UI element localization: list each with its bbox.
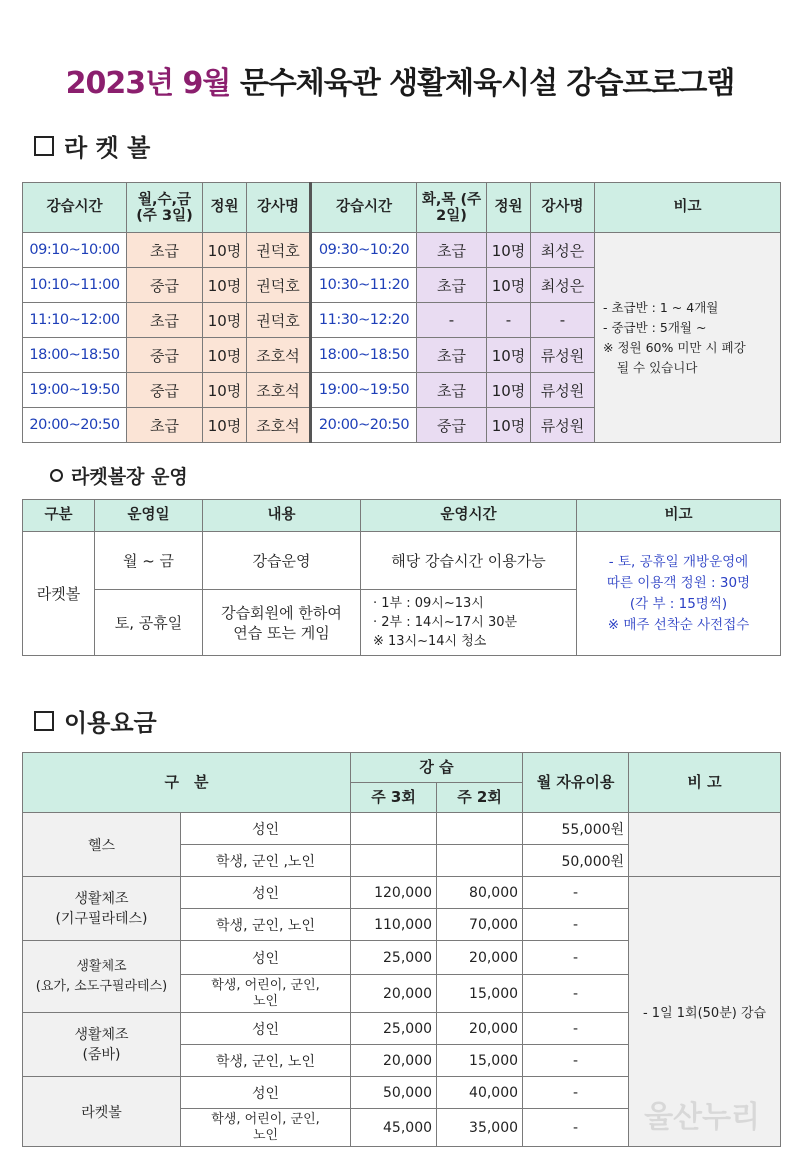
cell: 강습운영: [203, 532, 361, 590]
cell: 11:30~12:20: [311, 303, 417, 338]
content-line: 연습 또는 게임: [233, 623, 330, 642]
group-name-line: 라켓볼: [81, 1104, 122, 1121]
header-instructor-2: 강사명: [531, 183, 595, 233]
table-row: [23, 233, 781, 268]
court-section-title: 라켓볼장 운영: [71, 466, 188, 488]
cell: -: [523, 1013, 629, 1045]
note-line: - 토, 공휴일 개방운영에: [608, 553, 749, 570]
racket-schedule-table: [22, 182, 781, 443]
fee-section-heading: [34, 703, 157, 738]
cell: 권덕호: [247, 268, 311, 303]
cell: 10명: [487, 338, 531, 373]
cell: 55,000원: [523, 813, 629, 845]
group-name-line: 생활체조: [76, 958, 127, 974]
racket-section-heading: [34, 128, 150, 163]
racket-header-row: [23, 183, 781, 233]
cell: 해당 강습시간 이용가능: [361, 532, 577, 590]
group-name-line: 생활체조: [74, 890, 129, 907]
cell: 110,000: [351, 909, 437, 941]
cell: -: [523, 1045, 629, 1077]
cell: 20,000: [437, 941, 523, 975]
header-time-1: 강습시간: [23, 183, 127, 233]
header-weekly-2: 주 2회: [437, 783, 523, 813]
racket-note: [595, 233, 781, 443]
cell: 류성원: [531, 338, 595, 373]
cell: 20,000: [351, 1045, 437, 1077]
circle-bullet-icon: [50, 469, 63, 482]
cell: 중급: [127, 373, 203, 408]
cell: 10명: [203, 268, 247, 303]
header-monthly: 월 자유이용: [523, 753, 629, 813]
cell: 10명: [203, 233, 247, 268]
cell: 초급: [417, 268, 487, 303]
header-instructor-1: 강사명: [247, 183, 311, 233]
cell: 성인: [181, 1013, 351, 1045]
cell: 월 ~ 금: [95, 532, 203, 590]
cell: 성인: [181, 1077, 351, 1109]
cell: 초급: [127, 303, 203, 338]
content-line: 강습회원에 한하여: [221, 603, 342, 622]
fee-header-row: [23, 753, 781, 783]
cell: 45,000: [351, 1109, 437, 1147]
cell: 10:10~11:00: [23, 268, 127, 303]
cell: 50,000원: [523, 845, 629, 877]
cell: 70,000: [437, 909, 523, 941]
cell: 120,000: [351, 877, 437, 909]
cell: 10명: [487, 233, 531, 268]
cell: 초급: [417, 338, 487, 373]
cell: 최성은: [531, 268, 595, 303]
cell: -: [523, 877, 629, 909]
cell: 권덕호: [247, 303, 311, 338]
cell: [361, 590, 577, 656]
cell: 성인: [181, 941, 351, 975]
note-line: - 초급반 : 1 ~ 4개월: [603, 299, 719, 315]
cell: 학생, 어린이, 군인, 노인: [181, 975, 351, 1013]
cell: 중급: [127, 268, 203, 303]
cell: 초급: [127, 233, 203, 268]
group-name-line: (기구필라테스): [55, 910, 148, 927]
fee-note: - 1일 1회(50분) 강습: [629, 877, 781, 1147]
time-line: ※ 13시~14시 청소: [373, 634, 487, 649]
cell: 15,000: [437, 975, 523, 1013]
cell: 40,000: [437, 1077, 523, 1109]
cell: 10명: [203, 303, 247, 338]
racket-section-title: 라 켓 볼: [64, 134, 151, 162]
cell: 15,000: [437, 1045, 523, 1077]
cell: 18:00~18:50: [311, 338, 417, 373]
header-time: 운영시간: [361, 500, 577, 532]
court-header-row: [23, 500, 781, 532]
court-note: [577, 532, 781, 656]
cell: 학생, 군인, 노인: [181, 1045, 351, 1077]
group-name: [23, 813, 181, 877]
time-line: · 2부 : 14시~17시 30분: [373, 615, 518, 630]
group-name: [23, 1013, 181, 1077]
group-name-line: (요가, 소도구필라테스): [35, 978, 168, 994]
note-line: ※ 매주 선착순 사전접수: [607, 616, 750, 633]
header-category: 구분: [23, 500, 95, 532]
cell: -: [523, 1077, 629, 1109]
cell: 20:00~20:50: [23, 408, 127, 443]
cell: 중급: [417, 408, 487, 443]
cell: 20:00~20:50: [311, 408, 417, 443]
cell: 최성은: [531, 233, 595, 268]
note-line: 될 수 있습니다: [617, 359, 698, 375]
cell: 10명: [487, 373, 531, 408]
header-category: 구 분: [23, 753, 351, 813]
header-mwf: 월,수,금 (주 3일): [127, 183, 203, 233]
cell: -: [531, 303, 595, 338]
cell: 중급: [127, 338, 203, 373]
cell: 토, 공휴일: [95, 590, 203, 656]
cell: 초급: [417, 373, 487, 408]
cell: 80,000: [437, 877, 523, 909]
header-note: 비 고: [629, 753, 781, 813]
cell: 09:10~10:00: [23, 233, 127, 268]
cell: -: [523, 909, 629, 941]
cell: 10명: [203, 373, 247, 408]
group-name-line: 생활체조: [74, 1026, 129, 1043]
cell: 18:00~18:50: [23, 338, 127, 373]
group-name-line: (줌바): [82, 1046, 121, 1063]
cell: 학생, 군인, 노인: [181, 909, 351, 941]
group-name: [23, 941, 181, 1013]
cell: -: [417, 303, 487, 338]
group-name: [23, 1077, 181, 1147]
header-day: 운영일: [95, 500, 203, 532]
cell: 50,000: [351, 1077, 437, 1109]
cell: 10명: [203, 338, 247, 373]
note-line: ※ 정원 60% 미만 시 폐강: [603, 339, 746, 355]
fee-section-title: 이용요금: [64, 709, 157, 737]
table-row: [23, 813, 781, 845]
table-row: [23, 877, 781, 909]
cell: -: [487, 303, 531, 338]
square-bullet-icon: [34, 136, 54, 156]
title-date: 2023년 9월: [65, 66, 231, 101]
cell: 25,000: [351, 1013, 437, 1045]
cell: 25,000: [351, 941, 437, 975]
title-main: 문수체육관 생활체육시설 강습프로그램: [239, 66, 735, 101]
header-time-2: 강습시간: [311, 183, 417, 233]
cell: 10명: [487, 268, 531, 303]
group-name-line: 헬스: [87, 837, 116, 854]
cell: 20,000: [437, 1013, 523, 1045]
cell: 10명: [203, 408, 247, 443]
header-weekly-3: 주 3회: [351, 783, 437, 813]
group-name: [23, 877, 181, 941]
court-operation-table: [22, 499, 781, 656]
cell: -: [523, 975, 629, 1013]
cell: 조호석: [247, 408, 311, 443]
note-line: 따른 이용객 정원 : 30명: [606, 574, 751, 591]
cell: 11:10~12:00: [23, 303, 127, 338]
cell: 성인: [181, 813, 351, 845]
cell: 초급: [417, 233, 487, 268]
cell: 조호석: [247, 338, 311, 373]
court-category: 라켓볼: [23, 532, 95, 656]
cell: 류성원: [531, 373, 595, 408]
cell: [437, 813, 523, 845]
header-note: 비고: [577, 500, 781, 532]
cell: 19:00~19:50: [311, 373, 417, 408]
note-line: - 중급반 : 5개월 ~: [603, 319, 707, 335]
cell: 학생, 어린이, 군인, 노인: [181, 1109, 351, 1147]
cell: 09:30~10:20: [311, 233, 417, 268]
header-lesson: 강 습: [351, 753, 523, 783]
cell: 학생, 군인 ,노인: [181, 845, 351, 877]
header-content: 내용: [203, 500, 361, 532]
cell: [437, 845, 523, 877]
cell: [351, 813, 437, 845]
cell: 권덕호: [247, 233, 311, 268]
cell: 초급: [127, 408, 203, 443]
table-row: [23, 532, 781, 590]
cell: -: [523, 941, 629, 975]
cell: [203, 590, 361, 656]
cell: 성인: [181, 877, 351, 909]
watermark: 울산누리: [644, 1100, 760, 1135]
square-bullet-icon: [34, 711, 54, 731]
note-line: (각 부 : 15명씩): [629, 595, 728, 612]
fee-table: [22, 752, 781, 1147]
header-tt: 화,목 (주 2일): [417, 183, 487, 233]
cell: 10:30~11:20: [311, 268, 417, 303]
cell: 35,000: [437, 1109, 523, 1147]
cell: 류성원: [531, 408, 595, 443]
header-note: 비고: [595, 183, 781, 233]
cell: 20,000: [351, 975, 437, 1013]
header-capacity-1: 정원: [203, 183, 247, 233]
cell: -: [523, 1109, 629, 1147]
cell: 10명: [487, 408, 531, 443]
court-section-heading: [50, 462, 188, 489]
note-cell-blank: [629, 813, 781, 877]
header-capacity-2: 정원: [487, 183, 531, 233]
time-line: · 1부 : 09시~13시: [373, 596, 484, 611]
cell: [351, 845, 437, 877]
page-title: [0, 58, 800, 102]
cell: 19:00~19:50: [23, 373, 127, 408]
cell: 조호석: [247, 373, 311, 408]
